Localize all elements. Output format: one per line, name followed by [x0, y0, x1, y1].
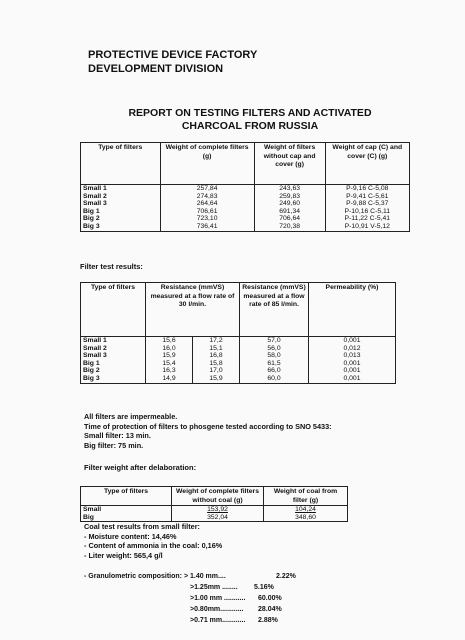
- table-row: [81, 193, 410, 201]
- t2-res30-b: 16,8: [193, 352, 240, 360]
- t1-complete: 274,83: [160, 193, 254, 201]
- t1-cap-cover: P-9,41 C-5,61: [325, 193, 409, 201]
- t2-header-permeability: Permeability (%): [309, 283, 396, 337]
- t2-res85: 57,0: [240, 337, 309, 345]
- t2-permeability: 0,001: [309, 375, 396, 383]
- note-impermeable: All filters are impermeable.: [84, 412, 178, 421]
- table-row: [81, 367, 396, 375]
- t2-type: Big 3: [81, 375, 146, 383]
- table-row: [81, 200, 410, 208]
- t2-header-resistance-85: Resistance (mmVS) measured at a flow rate of 85 l/min.: [240, 283, 309, 337]
- t1-complete: 264,64: [160, 200, 254, 208]
- factory-name: PROTECTIVE DEVICE FACTORY: [88, 49, 258, 61]
- t1-without-cap: 720,38: [254, 223, 325, 231]
- t1-cap-cover: P-9,88 C-5,37: [325, 200, 409, 208]
- granulometric-value: 2.22%: [276, 573, 296, 580]
- table-row: [81, 185, 410, 193]
- t3-coal: 348,60: [263, 514, 347, 522]
- table-row: [81, 223, 410, 231]
- t2-res30-b: 15,8: [193, 360, 240, 368]
- t1-without-cap: 259,83: [254, 193, 325, 201]
- report-title-line2: CHARCOAL FROM RUSSIA: [181, 120, 319, 132]
- t2-permeability: 0,013: [309, 352, 396, 360]
- t3-type: Small: [81, 506, 172, 514]
- t1-without-cap: 691,34: [254, 208, 325, 216]
- granulometric-value: 2.88%: [258, 617, 278, 624]
- t1-type: Small 2: [81, 193, 161, 201]
- granulometric-size: >0.80mm............: [190, 606, 244, 613]
- t1-type: Big 2: [81, 215, 161, 223]
- t2-res30-b: 17,0: [193, 367, 240, 375]
- coal-results: [84, 522, 424, 560]
- table-row: [81, 215, 410, 223]
- t3-type: Big: [81, 514, 172, 522]
- t2-res85: 58,0: [240, 352, 309, 360]
- table-row: [81, 345, 396, 353]
- table-row: [81, 352, 396, 360]
- division-name: DEVELOPMENT DIVISION: [88, 63, 224, 75]
- granulometric-size: >1.25mm ........: [190, 584, 238, 591]
- t1-complete: 257,84: [160, 185, 254, 193]
- t2-permeability: 0,001: [309, 360, 396, 368]
- t3-without-coal: 153,92: [172, 506, 264, 514]
- t2-type: Big 2: [81, 367, 146, 375]
- table-row: [81, 514, 348, 522]
- t3-header-without-coal: Weight of complete filters without coal (g): [172, 487, 264, 506]
- t1-cap-cover: P-10,91 V-5,12: [325, 223, 409, 231]
- t3-coal: 104,24: [263, 506, 347, 514]
- note-big-filter: Big filter: 75 min.: [84, 440, 144, 450]
- granulometric-size: >1.00 mm ...........: [190, 595, 246, 602]
- t1-without-cap: 249,60: [254, 200, 325, 208]
- t1-header-type: Type of filters: [81, 143, 161, 185]
- t1-without-cap: 243,63: [254, 185, 325, 193]
- t1-without-cap: 706,64: [254, 215, 325, 223]
- t2-res30-a: 16,3: [146, 367, 193, 375]
- table-row: [81, 337, 396, 345]
- t2-header-type: Type of filters: [81, 283, 146, 337]
- t2-permeability: 0,001: [309, 367, 396, 375]
- test-notes: [84, 412, 424, 450]
- t2-res30-a: 15,6: [146, 337, 193, 345]
- t2-res85: 56,0: [240, 345, 309, 353]
- t3-header-coal: Weight of coal from filter (g): [263, 487, 347, 506]
- table-row: [81, 375, 396, 383]
- t1-type: Small 1: [81, 185, 161, 193]
- t2-permeability: 0,001: [309, 337, 396, 345]
- t1-cap-cover: P-9,16 C-5,08: [325, 185, 409, 193]
- t1-type: Big 3: [81, 223, 161, 231]
- t1-header-complete-weight: Weight of complete filters (g): [160, 143, 254, 185]
- granulometric-value: 60.00%: [258, 595, 282, 602]
- t3-without-coal: 352,04: [172, 514, 264, 522]
- t2-res30-a: 15,4: [146, 360, 193, 368]
- table-row: [81, 506, 348, 514]
- filter-test-table: [80, 282, 396, 384]
- coal-title: Coal test results from small filter:: [84, 522, 200, 531]
- coal-liter-weight: - Liter weight: 565,4 g/l: [84, 550, 163, 560]
- t1-complete: 723,10: [160, 215, 254, 223]
- t2-res85: 61,5: [240, 360, 309, 368]
- t2-res85: 60,0: [240, 375, 309, 383]
- t2-res30-b: 15,9: [193, 375, 240, 383]
- t2-res30-a: 14,9: [146, 375, 193, 383]
- t1-complete: 736,41: [160, 223, 254, 231]
- t1-type: Small 3: [81, 200, 161, 208]
- t2-header-resistance-30: Resistance (mmVS) measured at a flow rate of 30 l/min.: [146, 283, 240, 337]
- t1-complete: 706,61: [160, 208, 254, 216]
- report-title-line1: REPORT ON TESTING FILTERS AND ACTIVATED: [128, 107, 372, 119]
- t2-res30-a: 15,9: [146, 352, 193, 360]
- granulometric-value: 5.16%: [254, 584, 274, 591]
- delaboration-label: Filter weight after delaboration:: [84, 463, 197, 472]
- t2-res30-b: 15,1: [193, 345, 240, 353]
- t3-header-type: Type of filters: [81, 487, 172, 506]
- t1-header-without-cap: Weight of filters without cap and cover (g): [254, 143, 325, 185]
- t2-type: Big 1: [81, 360, 146, 368]
- delaboration-table: [80, 486, 348, 522]
- t2-type: Small 3: [81, 352, 146, 360]
- t2-res30-b: 17,2: [193, 337, 240, 345]
- t2-res85: 66,0: [240, 367, 309, 375]
- granulometric-label: - Granulometric composition: > 1.40 mm....: [84, 573, 226, 580]
- filter-test-label: Filter test results:: [80, 262, 143, 271]
- filters-weight-table: [80, 142, 410, 232]
- table-row: [81, 208, 410, 216]
- t1-cap-cover: P-11,22 C-5,41: [325, 215, 409, 223]
- granulometric-value: 28.04%: [258, 606, 282, 613]
- t2-type: Small 1: [81, 337, 146, 345]
- t2-type: Small 2: [81, 345, 146, 353]
- coal-moisture: - Moisture content: 14,46%: [84, 531, 177, 541]
- note-phosgene: Time of protection of filters to phosgene tested according to SNO 5433:: [84, 421, 332, 431]
- t1-cap-cover: P-10,16 C-5,11: [325, 208, 409, 216]
- t1-header-cap-cover: Weight of cap (C) and cover (C) (g): [325, 143, 409, 185]
- granulometric-size: >0.71 mm............: [190, 617, 246, 624]
- t2-permeability: 0,012: [309, 345, 396, 353]
- note-small-filter: Small filter: 13 min.: [84, 431, 151, 441]
- coal-ammonia: - Content of ammonia in the coal: 0,16%: [84, 541, 223, 551]
- table-row: [81, 360, 396, 368]
- t2-res30-a: 16,0: [146, 345, 193, 353]
- t1-type: Big 1: [81, 208, 161, 216]
